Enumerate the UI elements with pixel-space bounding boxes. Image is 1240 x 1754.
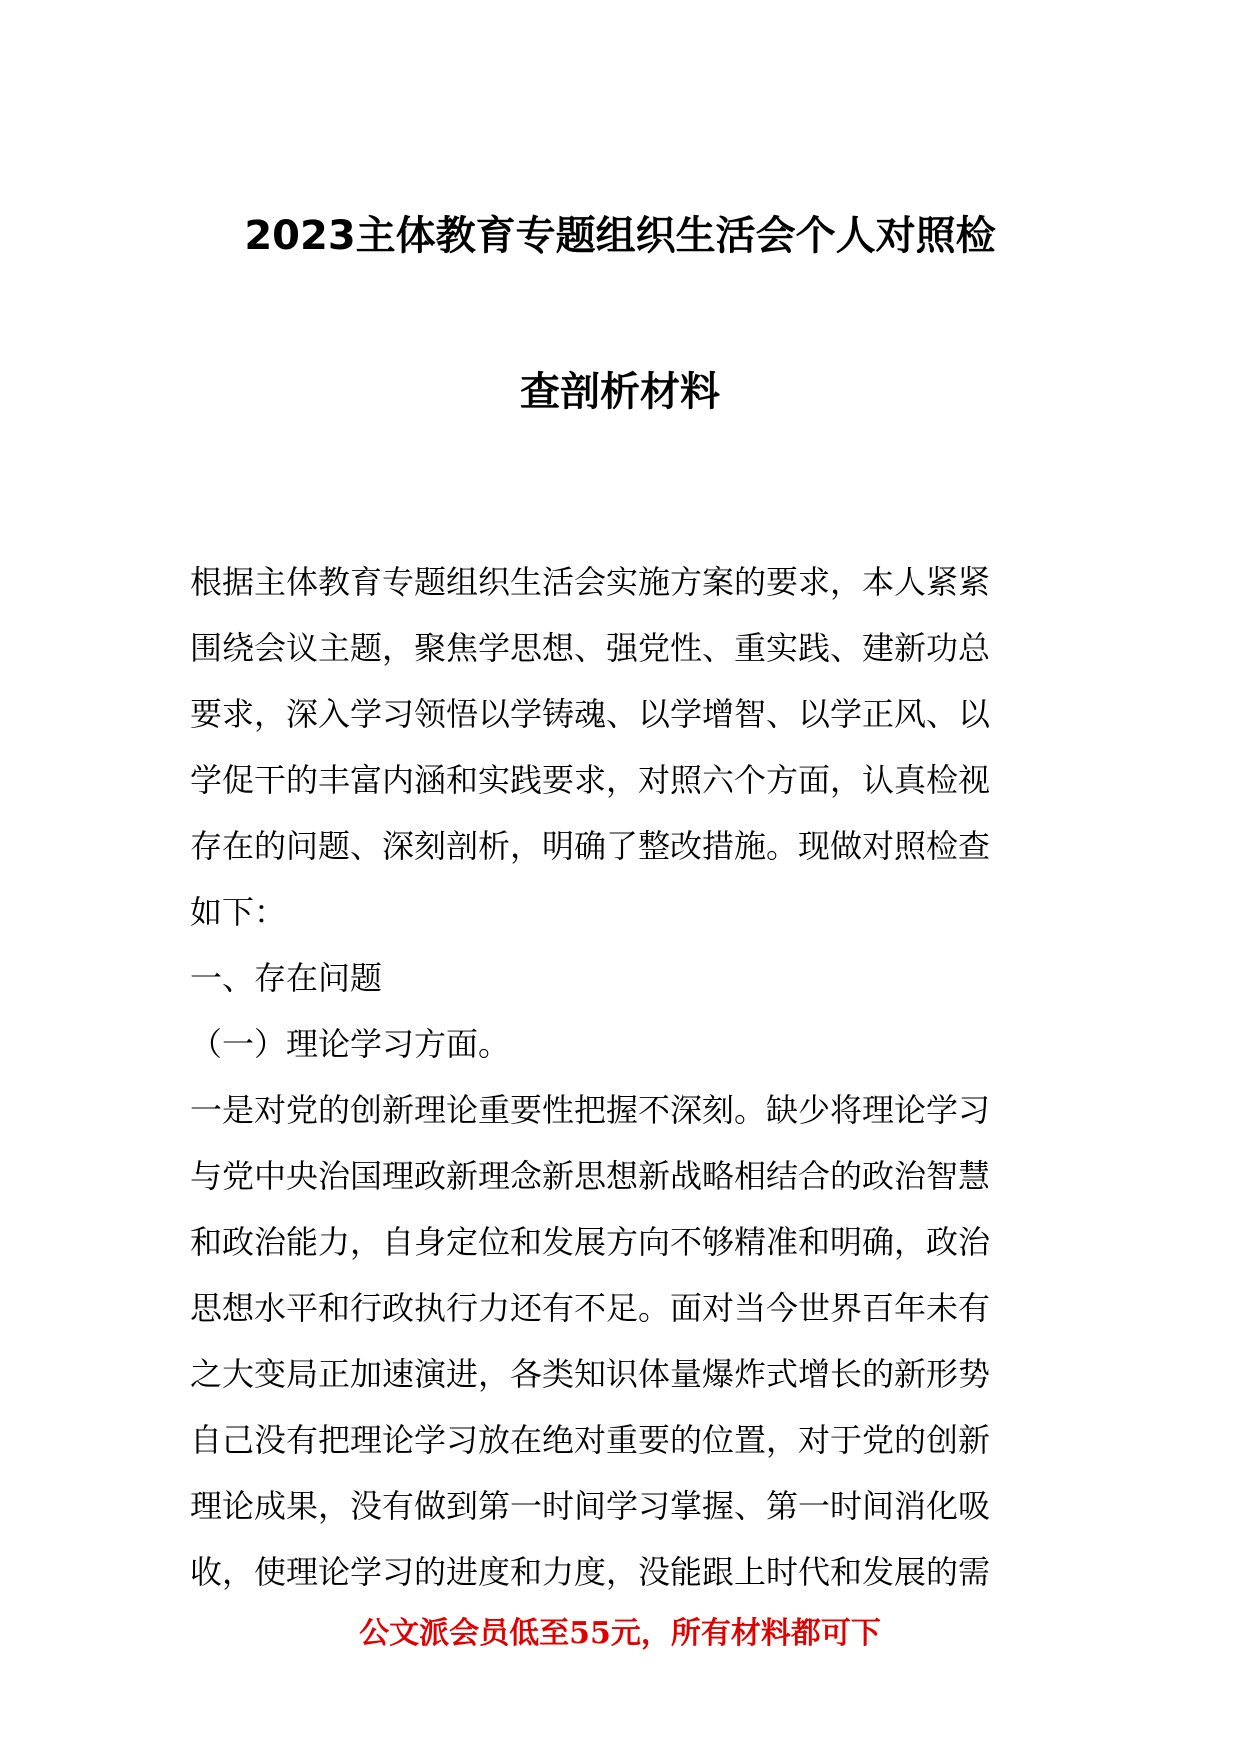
promo-footer-note: 公文派会员低至55元，所有材料都可下 <box>359 1616 881 1651</box>
body-line: 理论成果，没有做到第一时间学习掌握、第一时间消化吸 <box>190 1487 991 1525</box>
body-line: 围绕会议主题，聚焦学思想、强党性、重实践、建新功总 <box>190 629 991 667</box>
body-line: 要求，深入学习领悟以学铸魂、以学增智、以学正风、以 <box>190 695 991 733</box>
document-title-line-1: 2023主体教育专题组织生活会个人对照检 <box>244 213 996 259</box>
body-line: 与党中央治国理政新理念新思想新战略相结合的政治智慧 <box>190 1157 991 1195</box>
body-line: 之大变局正加速演进，各类知识体量爆炸式增长的新形势 <box>190 1355 991 1393</box>
body-line: 思想水平和行政执行力还有不足。面对当今世界百年未有 <box>190 1289 991 1327</box>
body-line: 如下： <box>190 893 287 931</box>
document-title-line-2: 查剖析材料 <box>520 369 720 415</box>
document-body <box>190 549 1056 1605</box>
body-line: 收，使理论学习的进度和力度，没能跟上时代和发展的需 <box>190 1553 991 1591</box>
body-line: 和政治能力，自身定位和发展方向不够精准和明确，政治 <box>190 1223 991 1261</box>
subsection-heading: （一）理论学习方面。 <box>190 1025 511 1063</box>
body-line: 学促干的丰富内涵和实践要求，对照六个方面，认真检视 <box>190 761 991 799</box>
body-line: 存在的问题、深刻剖析，明确了整改措施。现做对照检查 <box>190 827 991 865</box>
section-heading: 一、存在问题 <box>190 959 383 997</box>
body-line: 根据主体教育专题组织生活会实施方案的要求，本人紧紧 <box>190 563 991 601</box>
body-line: 自己没有把理论学习放在绝对重要的位置，对于党的创新 <box>190 1421 991 1459</box>
body-line: 一是对党的创新理论重要性把握不深刻。缺少将理论学习 <box>190 1091 991 1129</box>
